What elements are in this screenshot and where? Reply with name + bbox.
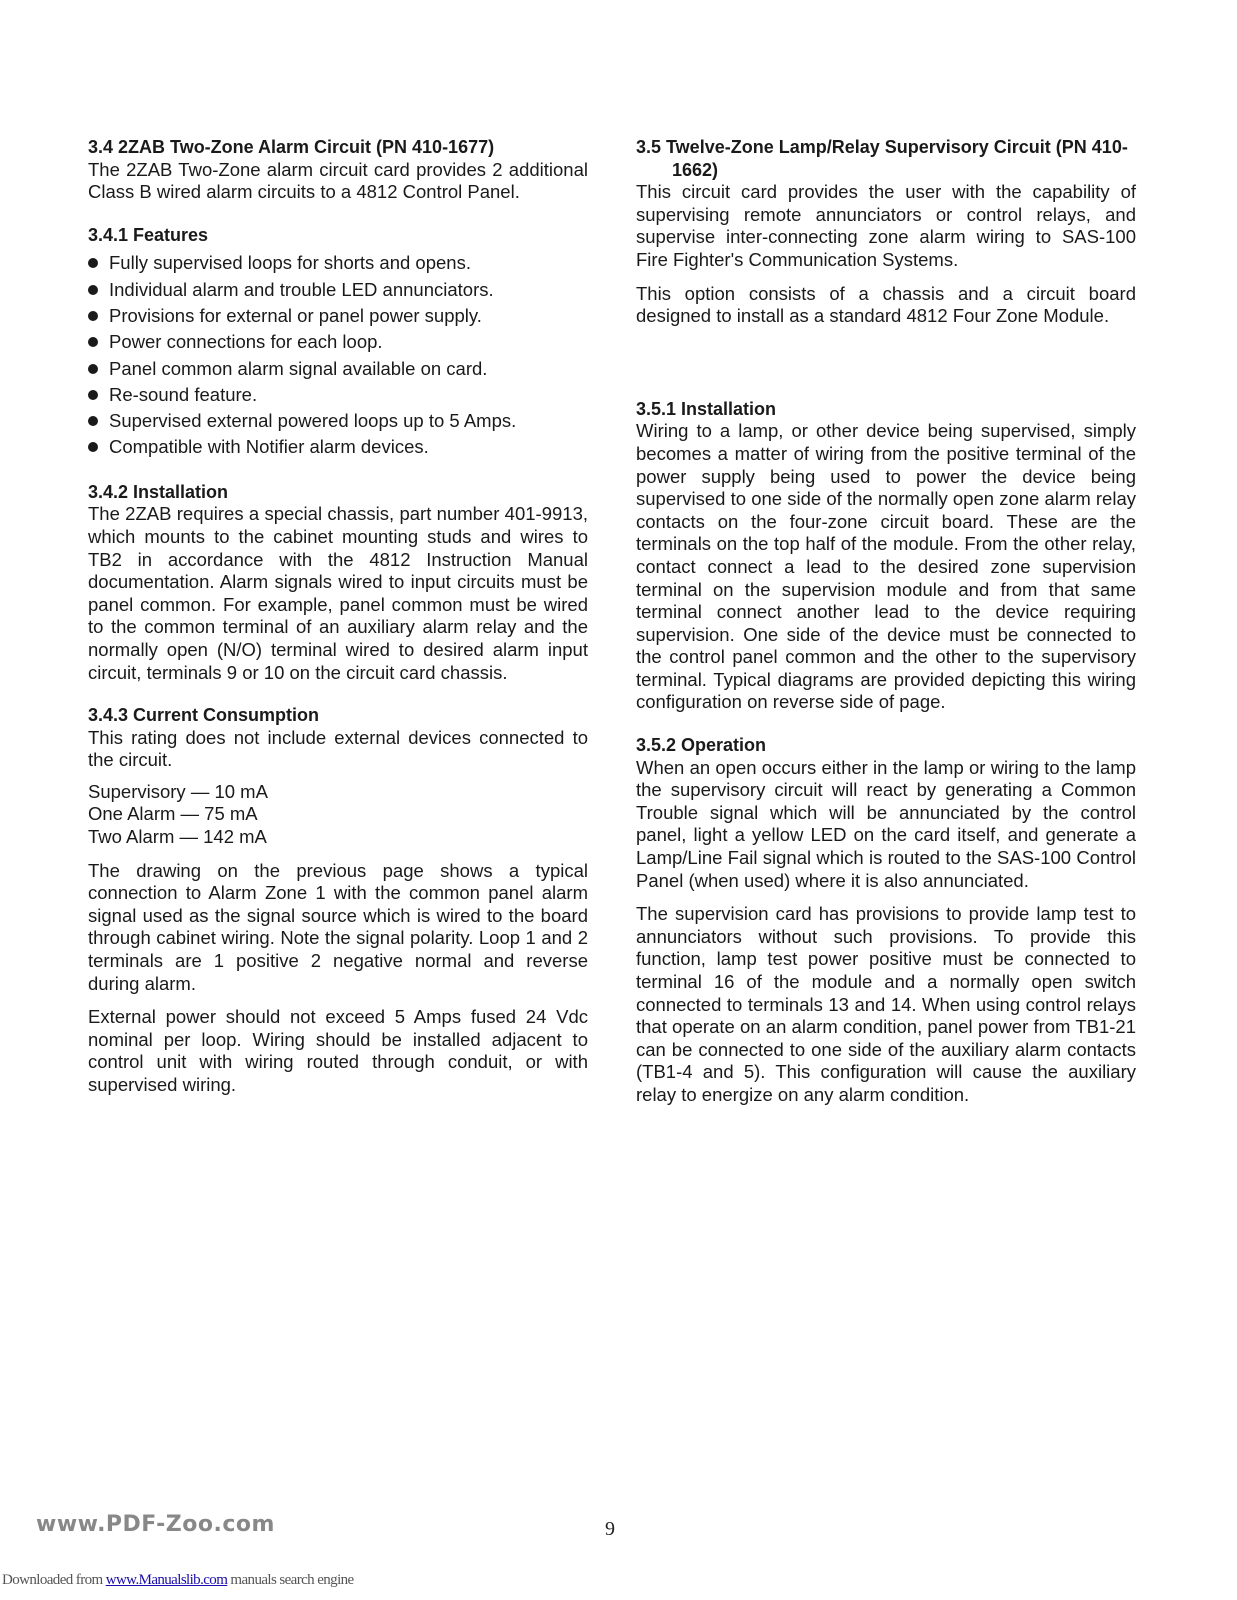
section-3-4-3-drawing-paragraph: The drawing on the previous page shows a typical connection to Alarm Zone 1 with the common panel alarm signal used as the signal source which is wired to the board through cabinet wiring. Note the signal polarity. Loop 1 and 2 terminals are 1 positive 2 negative normal and reverse during alarm. <box>88 859 588 994</box>
section-3-5-2-heading: 3.5.2 Operation <box>636 735 767 756</box>
page-number: 9 <box>605 1518 615 1540</box>
section-3-4-2-heading: 3.4.2 Installation <box>88 481 229 502</box>
list-item: Provisions for external or panel power supply. <box>88 303 588 329</box>
download-suffix: manuals search engine <box>227 1572 354 1588</box>
list-item: Re-sound feature. <box>88 382 588 408</box>
section-3-5-1-paragraph: Wiring to a lamp, or other device being supervised, simply becomes a matter of wiring from the positive terminal of the power supply being used to power the device being supervised to one side of the normally open zone alarm relay contacts on the four-zone circuit board. These are the terminals on the top half of the module. From the other relay, contact connect a lead to the desired zone supervision terminal on the supervision module and from that same terminal connect another lead to the device requiring supervision. One side of the device must be connected to the control panel common and the other to the supervisory terminal. Typical diagrams are provided depicting this wiring configuration on reverse side of page. <box>636 420 1136 713</box>
download-source-line <box>2 1572 354 1589</box>
list-item: Supervised external powered loops up to 5 Amps. <box>88 408 588 434</box>
current-ratings <box>88 781 588 849</box>
pdf-zoo-watermark: www.PDF-Zoo.com <box>36 1512 275 1537</box>
download-prefix: Downloaded from <box>2 1572 106 1588</box>
left-column <box>88 136 588 1097</box>
section-3-4-2-paragraph: The 2ZAB requires a special chassis, part number 401-9913, which mounts to the cabinet mounting studs and wires to TB2 in accordance with the 4812 Instruction Manual documentation. Alarm signals wired to input circuits must be panel common. For example, panel common must be wired to the common terminal of an auxiliary alarm relay and the normally open (N/O) terminal wired to desired alarm input circuit, terminals 9 or 10 on the circuit card chassis. <box>88 503 588 683</box>
list-item: Individual alarm and trouble LED annunciators. <box>88 277 588 303</box>
section-3-4-3-heading: 3.4.3 Current Consumption <box>88 705 320 726</box>
list-item: Panel common alarm signal available on card. <box>88 356 588 382</box>
section-3-5-2-paragraph-1: When an open occurs either in the lamp or wiring to the lamp the supervisory circuit will react by generating a Common Trouble signal which will be annunciated by the control panel, light a yellow LED on the card itself, and generate a Lamp/Line Fail signal which is routed to the SAS-100 Control Panel (when used) where it is also annunciated. <box>636 756 1136 891</box>
list-item: Power connections for each loop. <box>88 329 588 355</box>
section-3-5-paragraph-1: This circuit card provides the user with the capability of supervising remote annunciators or control relays, and supervise inter-connecting zone alarm wiring to SAS-100 Fire Fighter's Communication Systems. <box>636 181 1136 270</box>
section-3-4-heading: 3.4 2ZAB Two-Zone Alarm Circuit (PN 410-1677) <box>88 137 495 157</box>
rating-supervisory: Supervisory — 10 mA <box>88 780 268 802</box>
section-3-4-3-power-paragraph: External power should not exceed 5 Amps fused 24 Vdc nominal per loop. Wiring should be installed adjacent to control unit with wiring routed through conduit, or with supervised wiring. <box>88 1006 588 1095</box>
section-3-5-2-paragraph-2: The supervision card has provisions to provide lamp test to annunciators without such provisions. To provide this function, lamp test power positive must be connected to terminal 16 of the module and a normally open switch connected to terminals 13 and 14. When using control relays that operate on an alarm condition, panel power from TB1-21 can be connected to one side of the auxiliary alarm contacts (TB1-4 and 5). This configuration will cause the auxiliary relay to energize on any alarm condition. <box>636 903 1136 1105</box>
features-list <box>88 250 588 460</box>
section-3-5-paragraph-2: This option consists of a chassis and a circuit board designed to install as a standard 4812 Four Zone Module. <box>636 282 1136 327</box>
section-3-4-paragraph: The 2ZAB Two-Zone alarm circuit card provides 2 additional Class B wired alarm circuits to a 4812 Control Panel. <box>88 158 588 203</box>
right-column <box>636 136 1136 1107</box>
section-3-4-3-intro: This rating does not include external devices connected to the circuit. <box>88 726 588 771</box>
section-3-5-heading: 3.5 Twelve-Zone Lamp/Relay Supervisory Circuit (PN 410-1662) <box>636 137 1128 180</box>
manualslib-link[interactable]: www.Manualslib.com <box>105 1572 228 1588</box>
section-3-5-1-heading: 3.5.1 Installation <box>636 398 777 419</box>
rating-two-alarm: Two Alarm — 142 mA <box>88 826 267 848</box>
list-item: Fully supervised loops for shorts and opens. <box>88 250 588 276</box>
rating-one-alarm: One Alarm — 75 mA <box>88 803 258 825</box>
list-item: Compatible with Notifier alarm devices. <box>88 434 588 460</box>
section-3-4-1-heading: 3.4.1 Features <box>88 224 209 245</box>
